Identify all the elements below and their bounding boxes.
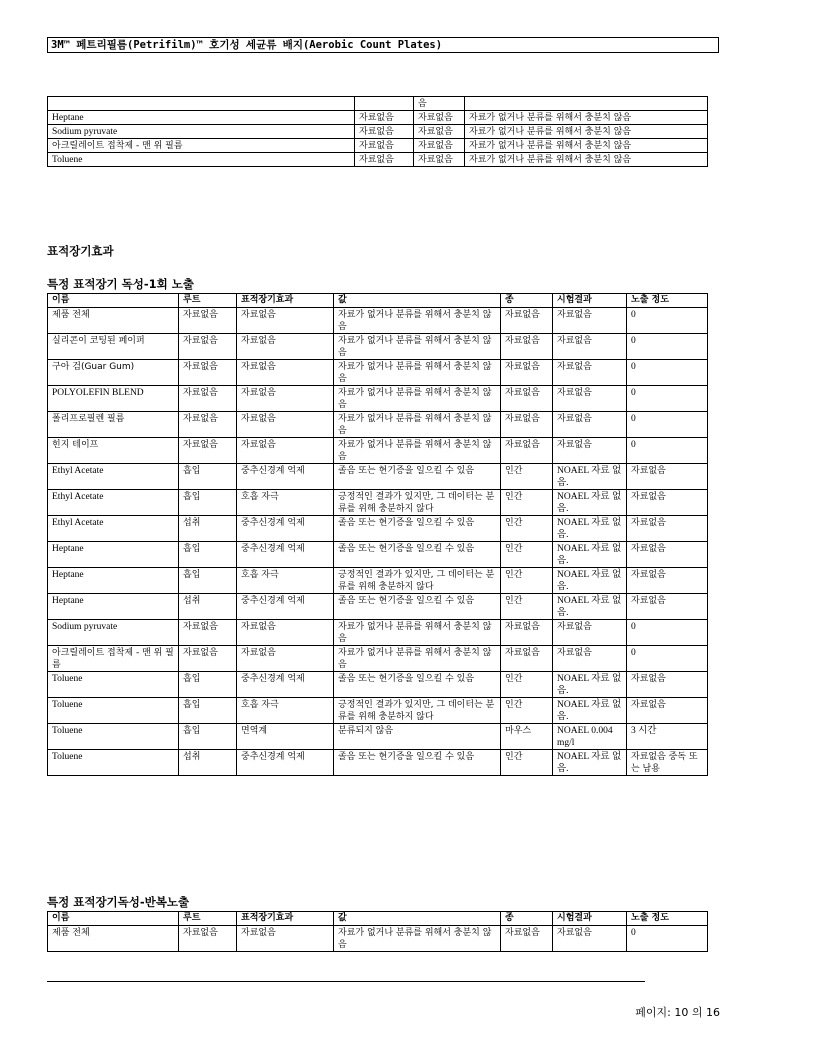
table-cell: 자료가 없거나 분류를 위해서 충분치 않음: [334, 926, 501, 952]
table-cell: 인간: [501, 542, 553, 568]
table-cell: Heptane: [48, 594, 179, 620]
table-header-row: [48, 912, 708, 926]
table-cell: 제품 전체: [48, 926, 179, 952]
section-target-organ: 표적장기효과: [47, 244, 114, 258]
table-row: [48, 97, 708, 111]
table-cell: 힌지 테이프: [48, 438, 179, 464]
table-row: [48, 360, 708, 386]
table-cell: 자료없음: [237, 334, 334, 360]
column-header: 값: [334, 912, 501, 926]
table-cell: 자료없음: [179, 646, 237, 672]
table-row: [48, 308, 708, 334]
column-header: 노출 정도: [627, 294, 708, 308]
column-header: 시험결과: [553, 912, 627, 926]
table-cell: 흡입: [179, 672, 237, 698]
table-cell: 0: [627, 386, 708, 412]
table-cell: 흡입: [179, 724, 237, 750]
table-row: [48, 412, 708, 438]
table-cell: Sodium pyruvate: [48, 125, 355, 139]
table-cell: 자료가 없거나 분류를 위해서 충분치 않음: [334, 386, 501, 412]
table-cell: 자료없음: [179, 412, 237, 438]
table-cell: 자료없음 중독 또는 남용: [627, 750, 708, 776]
table-cell: 중추신경계 억제: [237, 464, 334, 490]
table-row: [48, 568, 708, 594]
table-cell: 긍정적인 결과가 있지만, 그 데이터는 분류를 위해 충분하지 않다: [334, 568, 501, 594]
table-row: [48, 386, 708, 412]
table-cell: 자료없음: [627, 490, 708, 516]
table-cell: 자료가 없거나 분류를 위해서 충분치 않음: [465, 111, 708, 125]
table-cell: 0: [627, 620, 708, 646]
table-cell: Heptane: [48, 542, 179, 568]
table-row: [48, 490, 708, 516]
table-cell: 흡입: [179, 698, 237, 724]
table-cell: NOAEL 자료 없음.: [553, 698, 627, 724]
table-cell: 흡입: [179, 464, 237, 490]
table-row: [48, 724, 708, 750]
table-cell: 흡입: [179, 542, 237, 568]
table-cell: 중추신경계 억제: [237, 750, 334, 776]
table-row: [48, 464, 708, 490]
table-cell: 자료없음: [501, 386, 553, 412]
table-cell: 인간: [501, 490, 553, 516]
table-single-exposure: [47, 293, 708, 776]
table-row: [48, 111, 708, 125]
table-cell: 자료없음: [414, 153, 465, 167]
table-cell: 인간: [501, 698, 553, 724]
table-cell: 인간: [501, 464, 553, 490]
table-cell: 자료없음: [501, 438, 553, 464]
column-header: 값: [334, 294, 501, 308]
table-cell: 자료없음: [355, 125, 414, 139]
table-cell: 섭취: [179, 594, 237, 620]
table-cell: 자료없음: [179, 386, 237, 412]
table-cell: 자료없음: [237, 620, 334, 646]
table-cell: Toluene: [48, 153, 355, 167]
table-cell: Toluene: [48, 724, 179, 750]
section-single-exposure: 특정 표적장기 독성-1회 노출: [47, 277, 194, 291]
table-row: [48, 438, 708, 464]
table-cell: 자료없음: [501, 646, 553, 672]
table-cell: Ethyl Acetate: [48, 490, 179, 516]
table-cell: 자료없음: [237, 360, 334, 386]
table-cell: 구아 검(Guar Gum): [48, 360, 179, 386]
table-cell: 자료가 없거나 분류를 위해서 충분치 않음: [334, 334, 501, 360]
table-cell: 자료가 없거나 분류를 위해서 충분치 않음: [465, 153, 708, 167]
table-cell: Heptane: [48, 568, 179, 594]
table-cell: 아크릴레이트 접착제 - 맨 위 필름: [48, 646, 179, 672]
table-cell: 아크릴레이트 접착제 - 맨 위 필름: [48, 139, 355, 153]
table-cell: 자료없음: [237, 308, 334, 334]
table-cell: 자료없음: [553, 646, 627, 672]
table-cell: 섭취: [179, 516, 237, 542]
table-cell: [355, 97, 414, 111]
table-cell: NOAEL 자료 없음.: [553, 672, 627, 698]
table-cell: 제품 전체: [48, 308, 179, 334]
table-cell: Ethyl Acetate: [48, 464, 179, 490]
table-cell: 중추신경계 억제: [237, 594, 334, 620]
table-cell: NOAEL 자료 없음.: [553, 568, 627, 594]
table-cell: 자료없음: [501, 360, 553, 386]
table-cell: 자료가 없거나 분류를 위해서 충분치 않음: [334, 360, 501, 386]
table-cell: 자료없음: [414, 139, 465, 153]
table-cell: 자료없음: [179, 360, 237, 386]
table-cell: 중추신경계 억제: [237, 516, 334, 542]
table-row: [48, 646, 708, 672]
table-row: [48, 672, 708, 698]
table-row: [48, 926, 708, 952]
section-repeated-exposure: 특정 표적장기독성-반복노출: [47, 895, 190, 909]
table-cell: 졸음 또는 현기증을 일으킬 수 있음: [334, 516, 501, 542]
table-cell: 자료없음: [179, 438, 237, 464]
table-cell: 자료가 없거나 분류를 위해서 충분치 않음: [465, 139, 708, 153]
table-cell: 인간: [501, 750, 553, 776]
table-cell: 섭취: [179, 750, 237, 776]
table-cell: 자료없음: [179, 308, 237, 334]
table-cell: 자료없음: [627, 516, 708, 542]
table-row: [48, 698, 708, 724]
table-cell: NOAEL 자료 없음.: [553, 594, 627, 620]
table-cell: 자료없음: [553, 620, 627, 646]
table-cell: 0: [627, 412, 708, 438]
table-cell: Ethyl Acetate: [48, 516, 179, 542]
table-cell: Heptane: [48, 111, 355, 125]
table-cell: 졸음 또는 현기증을 일으킬 수 있음: [334, 750, 501, 776]
table-cell: 폴리프로필렌 필름: [48, 412, 179, 438]
table-cell: 자료없음: [237, 926, 334, 952]
table-cell: 중추신경계 억제: [237, 542, 334, 568]
table-cell: 호흡 자극: [237, 490, 334, 516]
table-cell: 자료없음: [501, 412, 553, 438]
table-cell: 자료없음: [179, 926, 237, 952]
table-cell: 인간: [501, 594, 553, 620]
table-continued: [47, 96, 708, 167]
table-cell: 자료없음: [355, 153, 414, 167]
table-cell: Toluene: [48, 672, 179, 698]
table-cell: 자료가 없거나 분류를 위해서 충분치 않음: [334, 620, 501, 646]
column-header: 표적장기효과: [237, 912, 334, 926]
table-row: [48, 750, 708, 776]
table-row: [48, 620, 708, 646]
table-cell: NOAEL 0.004 mg/l: [553, 724, 627, 750]
table-row: [48, 594, 708, 620]
table-cell: NOAEL 자료 없음.: [553, 542, 627, 568]
column-header: 이름: [48, 294, 179, 308]
table-cell: 자료없음: [237, 412, 334, 438]
table-cell: 긍정적인 결과가 있지만, 그 데이터는 분류를 위해 충분하지 않다: [334, 698, 501, 724]
table-cell: 음: [414, 97, 465, 111]
table-cell: 자료없음: [179, 620, 237, 646]
table-cell: 자료없음: [414, 125, 465, 139]
table-cell: NOAEL 자료 없음.: [553, 750, 627, 776]
table-cell: 면역계: [237, 724, 334, 750]
table-cell: 자료없음: [627, 568, 708, 594]
table-cell: 자료없음: [553, 334, 627, 360]
table-cell: [48, 97, 355, 111]
table-cell: 자료없음: [355, 139, 414, 153]
table-cell: 분류되지 않음: [334, 724, 501, 750]
table-cell: 0: [627, 360, 708, 386]
table-cell: 자료없음: [553, 386, 627, 412]
table-cell: 자료없음: [501, 334, 553, 360]
table-row: [48, 139, 708, 153]
table-cell: [465, 97, 708, 111]
table-cell: 자료없음: [501, 308, 553, 334]
table-row: [48, 334, 708, 360]
table-cell: 자료없음: [553, 360, 627, 386]
column-header: 시험결과: [553, 294, 627, 308]
table-cell: 3 시간: [627, 724, 708, 750]
table-cell: 0: [627, 334, 708, 360]
table-cell: 자료없음: [627, 594, 708, 620]
table-repeated-exposure: [47, 911, 708, 952]
footer-rule: [47, 981, 645, 982]
document-header: 3M™ 페트리필름(Petrifilm)™ 호기성 세균류 배지(Aerobic Count Plates): [47, 37, 719, 53]
table-cell: 자료없음: [501, 620, 553, 646]
table-cell: 졸음 또는 현기증을 일으킬 수 있음: [334, 542, 501, 568]
table-row: [48, 125, 708, 139]
table-cell: 흡입: [179, 568, 237, 594]
table-cell: Toluene: [48, 698, 179, 724]
table-cell: 호흡 자극: [237, 568, 334, 594]
table-cell: 자료없음: [237, 438, 334, 464]
table-cell: Toluene: [48, 750, 179, 776]
table-cell: 자료없음: [627, 672, 708, 698]
column-header: 노출 정도: [627, 912, 708, 926]
table-cell: 자료없음: [553, 412, 627, 438]
table-cell: 중추신경계 억제: [237, 672, 334, 698]
table-cell: NOAEL 자료 없음.: [553, 516, 627, 542]
table-cell: 자료가 없거나 분류를 위해서 충분치 않음: [334, 438, 501, 464]
table-cell: NOAEL 자료 없음.: [553, 490, 627, 516]
table-cell: 자료없음: [237, 646, 334, 672]
table-cell: 인간: [501, 516, 553, 542]
table-cell: 자료없음: [414, 111, 465, 125]
table-cell: 졸음 또는 현기증을 일으킬 수 있음: [334, 672, 501, 698]
table-cell: 0: [627, 308, 708, 334]
table-row: [48, 516, 708, 542]
table-cell: 자료가 없거나 분류를 위해서 충분치 않음: [334, 412, 501, 438]
table-cell: 자료없음: [501, 926, 553, 952]
table-cell: 0: [627, 926, 708, 952]
table-cell: 인간: [501, 672, 553, 698]
column-header: 표적장기효과: [237, 294, 334, 308]
column-header: 이름: [48, 912, 179, 926]
table-cell: 자료없음: [627, 464, 708, 490]
column-header: 종: [501, 294, 553, 308]
table-row: [48, 542, 708, 568]
table-header-row: [48, 294, 708, 308]
table-cell: 졸음 또는 현기증을 일으킬 수 있음: [334, 594, 501, 620]
table-cell: 자료없음: [553, 926, 627, 952]
table-cell: 호흡 자극: [237, 698, 334, 724]
table-cell: POLYOLEFIN BLEND: [48, 386, 179, 412]
table-cell: 자료가 없거나 분류를 위해서 충분치 않음: [465, 125, 708, 139]
table-cell: 자료없음: [627, 698, 708, 724]
column-header: 루트: [179, 912, 237, 926]
table-cell: 자료없음: [553, 308, 627, 334]
table-cell: 자료없음: [355, 111, 414, 125]
table-cell: 졸음 또는 현기증을 일으킬 수 있음: [334, 464, 501, 490]
table-cell: 자료가 없거나 분류를 위해서 충분치 않음: [334, 308, 501, 334]
table-cell: 실리콘이 코팅된 페이퍼: [48, 334, 179, 360]
table-row: [48, 153, 708, 167]
column-header: 루트: [179, 294, 237, 308]
table-cell: 마우스: [501, 724, 553, 750]
column-header: 종: [501, 912, 553, 926]
table-cell: 자료없음: [553, 438, 627, 464]
page-number: 페이지: 10 의 16: [635, 1006, 720, 1019]
table-cell: 자료없음: [627, 542, 708, 568]
table-cell: 0: [627, 646, 708, 672]
table-cell: 흡입: [179, 490, 237, 516]
table-cell: 0: [627, 438, 708, 464]
table-cell: NOAEL 자료 없음.: [553, 464, 627, 490]
table-cell: 자료가 없거나 분류를 위해서 충분치 않음: [334, 646, 501, 672]
table-cell: 인간: [501, 568, 553, 594]
table-cell: 긍정적인 결과가 있지만, 그 데이터는 분류를 위해 충분하지 않다: [334, 490, 501, 516]
table-cell: Sodium pyruvate: [48, 620, 179, 646]
table-cell: 자료없음: [179, 334, 237, 360]
table-cell: 자료없음: [237, 386, 334, 412]
